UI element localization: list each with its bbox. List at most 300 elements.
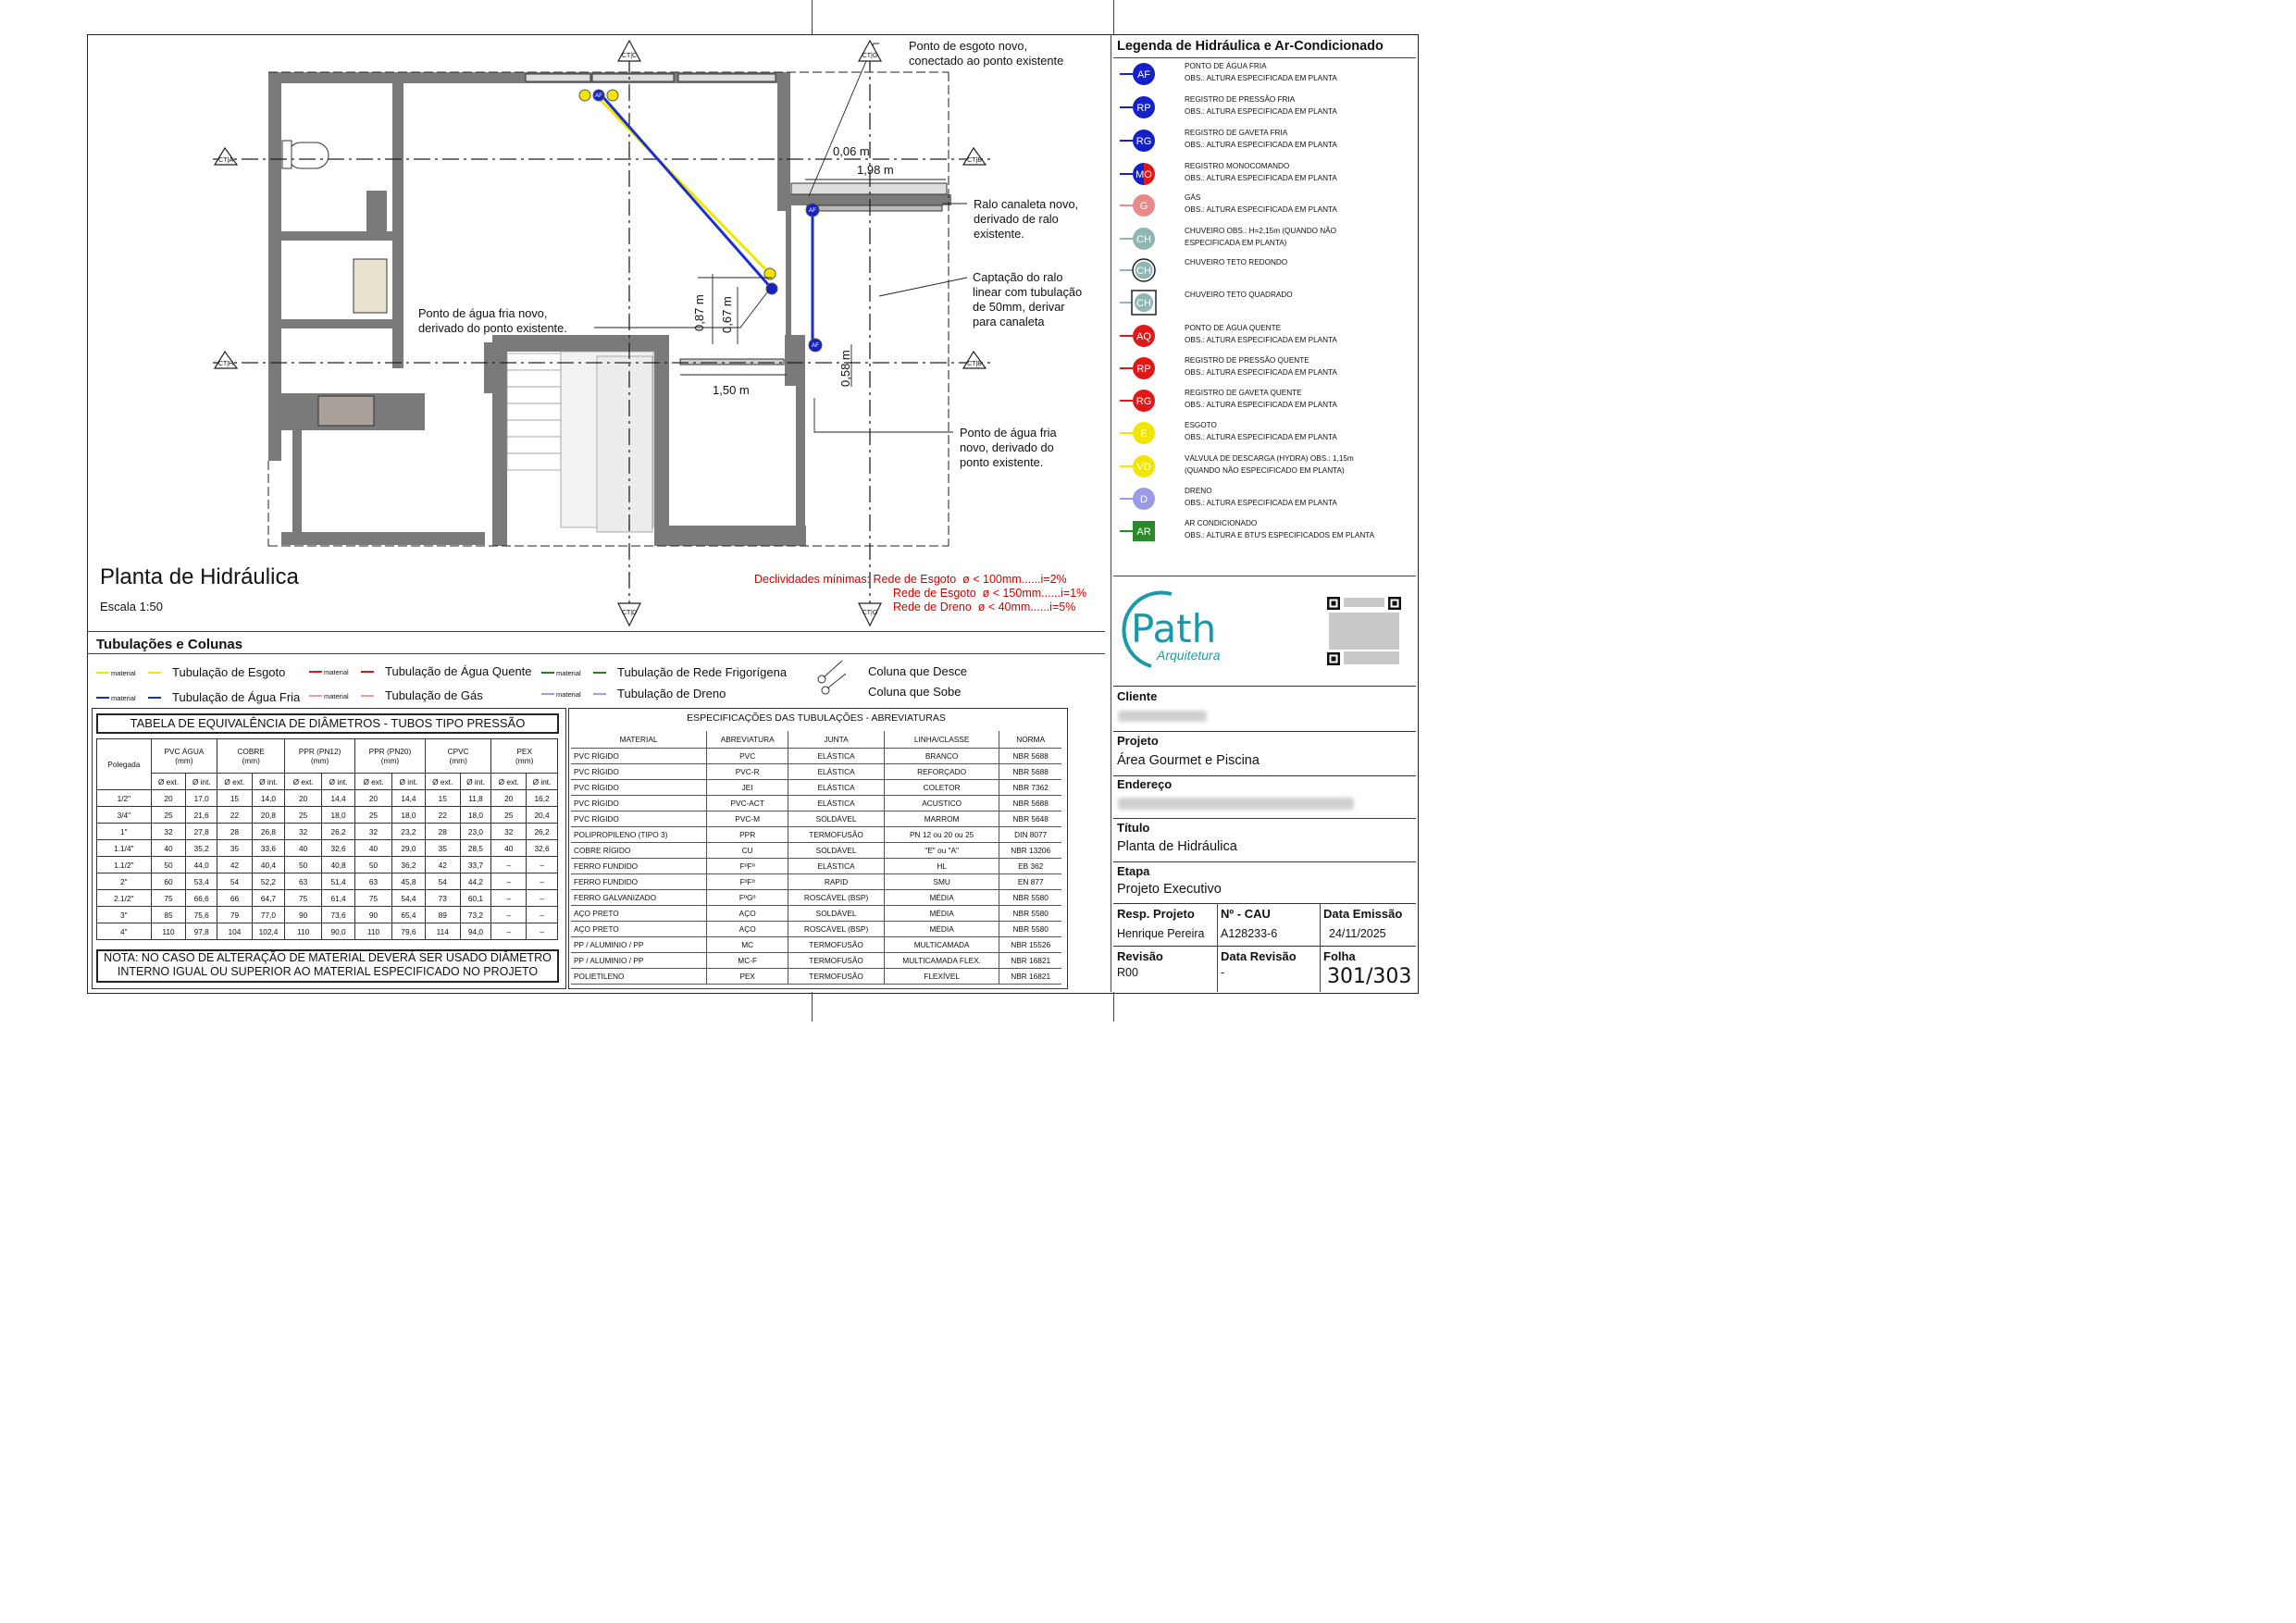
legend-text: CHUVEIRO TETO QUADRADO [1185,291,1293,299]
table-cell: 28 [425,824,460,840]
table-cell: 114 [425,923,460,940]
legend-symbol-icon [1120,128,1160,154]
projeto-value: Área Gourmet e Piscina [1117,753,1260,768]
table-cell: 2.1/2" [97,890,152,907]
table-row [97,873,558,890]
dim-067: 0,67 m [720,296,734,333]
table-row [97,807,558,824]
table-cell: 26,8 [252,824,284,840]
table-cell: 25 [285,807,322,824]
table-cell: MÉDIA [884,906,999,922]
table-cell: 60 [151,873,186,890]
table-cell: POLIPROPILENO (TIPO 3) [571,827,707,843]
table-cell: NBR 16821 [999,969,1061,985]
table-cell: 4" [97,923,152,940]
table-cell: FºGº [707,890,788,906]
pipe-swatch [541,672,554,674]
table-cell: AÇO [707,906,788,922]
legend-symbol-icon [1120,453,1160,479]
legend-symbol-icon [1120,61,1160,87]
table-cell: NBR 13206 [999,843,1061,859]
table-cell: FERRO GALVANIZADO [571,890,707,906]
cau-label: Nº - CAU [1221,907,1271,921]
diam-group-header: COBRE (mm) [217,739,285,774]
table-cell: 40 [151,840,186,857]
cliente-redacted [1118,711,1207,722]
table-cell: NBR 5580 [999,906,1061,922]
emissao-label: Data Emissão [1323,907,1403,921]
table-cell: SOLDÁVEL [788,906,885,922]
pipe-swatch [96,697,109,699]
table-cell: 15 [217,790,253,807]
note-agua-fria-2: Ponto de água fria novo, derivado do ponto existente. [960,426,1057,469]
note-esgoto: Ponto de esgoto novo, conectado ao ponto existente [909,39,1064,68]
table-cell: TERMOFUSÃO [788,827,885,843]
table-cell: JEI [707,780,788,796]
legend-row [1120,192,1414,220]
table-cell: 40,4 [252,857,284,873]
data-revisao-value: - [1221,966,1225,979]
table-cell: 73,6 [322,907,355,923]
legend-row [1120,61,1414,89]
section-divider [87,631,1105,632]
diam-ext-header: Ø ext. [355,774,392,790]
table-cell: 23,2 [391,824,425,840]
legend-symbol-icon [1120,355,1160,381]
table-cell: POLIETILENO [571,969,707,985]
table-cell: 97,8 [186,923,217,940]
table-cell: 29,0 [391,840,425,857]
legend-symbol-code: AF [1136,69,1151,81]
table-cell: 33,7 [460,857,491,873]
projeto-label: Projeto [1117,734,1159,748]
pipe-label: Tubulação de Gás [385,688,483,702]
diam-ext-header: Ø ext. [491,774,527,790]
diam-int-header: Ø int. [186,774,217,790]
table-cell: FLEXÍVEL [884,969,999,985]
legend-text: REGISTRO MONOCOMANDO OBS.: ALTURA ESPECIFICADA EM PLANTA [1185,162,1337,182]
tb-line [1113,861,1416,862]
table-cell: 1.1/2" [97,857,152,873]
table-cell: FERRO FUNDIDO [571,859,707,874]
table-cell: MÉDIA [884,890,999,906]
pipe-swatch [309,695,322,697]
table-cell: – [527,857,558,873]
table-row [571,969,1061,985]
table-cell: MC [707,937,788,953]
legend-symbol-icon [1120,518,1160,544]
legend-title: Legenda de Hidráulica e Ar-Condicionado [1117,39,1384,54]
diam-int-header: Ø int. [460,774,491,790]
table-cell: 54 [425,873,460,890]
pipe-label: Tubulação de Água Fria [172,690,301,704]
table-row [571,874,1061,890]
table-cell: 54,4 [391,890,425,907]
legend-row [1120,128,1414,155]
table-cell: FºFº [707,859,788,874]
table-cell: 40 [491,840,527,857]
sheet-fold-line [812,0,813,34]
table-cell: 20 [151,790,186,807]
cau-value: A128233-6 [1221,927,1278,940]
legend-row [1120,226,1414,254]
table-row [571,953,1061,969]
table-row [571,843,1061,859]
endereco-redacted [1118,798,1354,810]
qr-code [1325,594,1403,668]
table-row [97,923,558,940]
table-cell: 45,8 [391,873,425,890]
dim-006: 0,06 m [833,144,870,158]
table-cell: 20 [355,790,392,807]
diam-ext-header: Ø ext. [151,774,186,790]
table-cell: PVC-ACT [707,796,788,812]
table-cell: 15 [425,790,460,807]
spec-header: NORMA [999,731,1061,749]
legend-symbol-icon [1120,420,1160,446]
table-cell: FERRO FUNDIDO [571,874,707,890]
pipe-swatch [96,672,109,674]
tb-vline [1320,903,1321,992]
pipe-material-label: material [556,690,581,699]
table-cell: 35,2 [186,840,217,857]
pipe-swatch [361,671,374,673]
table-row [571,796,1061,812]
legend-text: CHUVEIRO OBS.: H=2,15m (QUANDO NÃO ESPECIFICADA EM PLANTA) [1185,227,1337,247]
table-cell: TERMOFUSÃO [788,969,885,985]
table-cell: ELÁSTICA [788,780,885,796]
table-cell: 75 [285,890,322,907]
pipes-title: Tubulações e Colunas [96,637,243,652]
tb-line [1113,731,1416,732]
diam-group-header: CPVC (mm) [425,739,490,774]
legend-symbol-code: E [1140,428,1148,440]
table-cell: NBR 5648 [999,812,1061,827]
table-cell: 27,8 [186,824,217,840]
table-cell: COLETOR [884,780,999,796]
legend-row [1120,388,1414,415]
table-cell: 61,4 [322,890,355,907]
pipe-swatch [309,671,322,673]
logo-subtext: Arquitetura [1157,648,1221,663]
table-cell: ROSCÁVEL (BSP) [788,890,885,906]
revisao-label: Revisão [1117,949,1163,963]
table-cell: 25 [151,807,186,824]
table-cell: 104 [217,923,253,940]
table-cell: ACUSTICO [884,796,999,812]
legend-symbol-code: VD [1136,462,1151,473]
diam-int-header: Ø int. [322,774,355,790]
cliente-label: Cliente [1117,689,1158,703]
legend-row [1120,518,1414,546]
logo-text: Path [1131,606,1217,651]
table-row [571,859,1061,874]
pipe-swatch [593,693,606,695]
table-cell: MULTICAMADA [884,937,999,953]
table-cell: 28,5 [460,840,491,857]
tb-line [1113,686,1416,687]
table-cell: – [527,907,558,923]
table-row [571,780,1061,796]
table-cell: PVC-M [707,812,788,827]
table-cell: 18,0 [391,807,425,824]
diam-ext-header: Ø ext. [425,774,460,790]
table-cell: 79 [217,907,253,923]
diam-group-header: PPR (PN20) (mm) [355,739,426,774]
pipe-swatch [541,693,554,695]
table-cell: 32 [355,824,392,840]
titulo-label: Título [1117,821,1150,835]
dim-150: 1,50 m [713,383,750,397]
endereco-label: Endereço [1117,777,1173,791]
table-cell: MC-F [707,953,788,969]
table-cell: 25 [355,807,392,824]
table-cell: NBR 5580 [999,922,1061,937]
table-cell: 73 [425,890,460,907]
legend-row [1120,453,1414,481]
table-cell: – [527,890,558,907]
legend-row [1120,355,1414,383]
revisao-value: R00 [1117,966,1138,979]
table-cell: 33,6 [252,840,284,857]
tb-vline [1217,903,1218,992]
table-cell: 2" [97,873,152,890]
table-row [97,790,558,807]
table-row [97,824,558,840]
pipe-material-label: material [556,669,581,677]
table-cell: PVC RÍGIDO [571,796,707,812]
table-cell: TERMOFUSÃO [788,937,885,953]
table-cell: 23,0 [460,824,491,840]
cut-mark-label: CT|H [217,361,234,367]
table-cell: – [527,873,558,890]
table-row [571,890,1061,906]
diam-group-header: PEX (mm) [491,739,558,774]
table-cell: 21,6 [186,807,217,824]
table-cell: PVC [707,749,788,764]
col-polegada: Polegada [97,739,152,790]
pipe-material-label: material [324,692,349,700]
data-revisao-label: Data Revisão [1221,949,1297,963]
table-cell: 42 [425,857,460,873]
table-cell: HL [884,859,999,874]
table-cell: NBR 5688 [999,796,1061,812]
table-cell: 20 [491,790,527,807]
af-point-label: AF [811,342,820,349]
table-cell: ELÁSTICA [788,796,885,812]
table-cell: NBR 5580 [999,890,1061,906]
table-cell: PPR [707,827,788,843]
legend-symbol-code: RG [1136,396,1152,407]
coluna-icon [814,659,851,696]
table-cell: 1.1/4" [97,840,152,857]
table-cell: DIN 8077 [999,827,1061,843]
table-cell: PEX [707,969,788,985]
diam-group-header: PPR (PN12) (mm) [285,739,355,774]
cut-mark-label: CT|G [862,53,878,59]
table-cell: 50 [285,857,322,873]
table-cell: 89 [425,907,460,923]
legend-row [1120,420,1414,448]
table-cell: 77,0 [252,907,284,923]
table-row [571,922,1061,937]
table-cell: 63 [355,873,392,890]
table-cell: FºFº [707,874,788,890]
cut-mark-label: CT|C [621,53,638,59]
diam-table-note: NOTA: NO CASO DE ALTERAÇÃO DE MATERIAL DEVERÁ SER USADO DIÂMETRO INTERNO IGUAL OU SUPERIOR AO MATERIAL ESPECIFICADO NO PROJETO [96,949,559,983]
table-cell: 66 [217,890,253,907]
table-cell: AÇO PRETO [571,922,707,937]
etapa-label: Etapa [1117,864,1150,878]
table-cell: 20 [285,790,322,807]
table-cell: PN 12 ou 20 ou 25 [884,827,999,843]
diam-table-title: TABELA DE EQUIVALÊNCIA DE DIÂMETROS - TUBOS TIPO PRESSÃO [96,713,559,734]
table-cell: AÇO [707,922,788,937]
table-cell: PP / ALUMINIO / PP [571,953,707,969]
table-cell: PVC-R [707,764,788,780]
tb-line [1113,818,1416,819]
table-cell: 11,8 [460,790,491,807]
legend-title-underline [1113,57,1416,58]
declividade-line-1: Declividades mínimas: Rede de Esgoto ø < 100mm......i=2% [754,573,1067,586]
table-cell: NBR 7362 [999,780,1061,796]
legend-symbol-icon [1120,192,1160,218]
table-cell: 65,4 [391,907,425,923]
table-cell: 25 [491,807,527,824]
table-cell: 32,6 [527,840,558,857]
sheet-fold-line [1113,0,1114,34]
legend-text: ESGOTO OBS.: ALTURA ESPECIFICADA EM PLANTA [1185,421,1337,441]
note-captacao: Captação do ralo linear com tubulação de 50mm, derivar para canaleta [973,270,1083,328]
table-cell: PVC RÍGIDO [571,780,707,796]
table-cell: ROSCÁVEL (BSP) [788,922,885,937]
table-cell: 35 [425,840,460,857]
tb-line [1113,903,1416,904]
table-cell: ELÁSTICA [788,749,885,764]
table-cell: PP / ALUMINIO / PP [571,937,707,953]
table-row [571,827,1061,843]
declividade-line-2: Rede de Esgoto ø < 150mm......i=1% [893,587,1087,600]
legend-symbol-code: MO [1136,169,1152,180]
diam-int-header: Ø int. [527,774,558,790]
table-cell: 75,6 [186,907,217,923]
diam-int-header: Ø int. [252,774,284,790]
table-cell: 110 [151,923,186,940]
legend-symbol-icon [1120,486,1160,512]
table-cell: ELÁSTICA [788,764,885,780]
pipe-label: Tubulação de Esgoto [172,665,286,679]
pipe-swatch [148,672,161,674]
table-cell: SMU [884,874,999,890]
plan-scale: Escala 1:50 [100,600,163,613]
table-cell: 17,0 [186,790,217,807]
table-cell: – [491,890,527,907]
table-cell: EN 877 [999,874,1061,890]
cut-mark-label: CT|G [862,610,878,616]
table-cell: 32,6 [322,840,355,857]
legend-row [1120,161,1414,189]
legend-symbol-icon [1120,323,1160,349]
legend-text: REGISTRO DE PRESSÃO QUENTE OBS.: ALTURA ESPECIFICADA EM PLANTA [1185,356,1337,377]
table-cell: NBR 16821 [999,953,1061,969]
table-cell: PVC RÍGIDO [571,749,707,764]
table-cell: PVC RÍGIDO [571,764,707,780]
table-cell: 75 [355,890,392,907]
table-cell: 26,2 [527,824,558,840]
table-cell: 20,8 [252,807,284,824]
diam-group-header: PVC ÁGUA (mm) [151,739,217,774]
legend-row [1120,486,1414,514]
table-cell: 79,6 [391,923,425,940]
table-cell: 90 [285,907,322,923]
dim-198: 1,98 m [857,163,894,177]
table-cell: PVC RÍGIDO [571,812,707,827]
legend-symbol-code: RP [1136,364,1151,375]
spec-header: ABREVIATURA [707,731,788,749]
table-cell: BRANCO [884,749,999,764]
table-cell: 53,4 [186,873,217,890]
spec-table [571,731,1061,985]
legend-text: PONTO DE ÁGUA FRIA OBS.: ALTURA ESPECIFICADA EM PLANTA [1185,62,1337,82]
table-cell: ELÁSTICA [788,859,885,874]
declividade-line-3: Rede de Dreno ø < 40mm......i=5% [893,601,1076,613]
af-point-label: AF [808,207,817,214]
table-row [571,764,1061,780]
plan-title: Planta de Hidráulica [100,564,299,589]
pipe-material-label: material [111,669,136,677]
emissao-value: 24/11/2025 [1329,927,1386,940]
tb-line [1113,946,1416,947]
table-cell: REFORÇADO [884,764,999,780]
pipe-swatch [148,697,161,699]
table-row [97,890,558,907]
table-cell: 16,2 [527,790,558,807]
pipe-material-label: material [111,694,136,702]
folha-value: 301/303 [1327,965,1412,988]
table-cell: MÉDIA [884,922,999,937]
table-cell: 52,2 [252,873,284,890]
pipe-label: Tubulação de Rede Frigorígena [617,665,788,679]
legend-row [1120,290,1414,317]
dim-087: 0,87 m [692,294,706,331]
diam-table [96,738,558,940]
legend-symbol-code: CH [1136,266,1151,277]
table-row [571,812,1061,827]
sheet-fold-line [1113,992,1114,1022]
table-cell: 110 [285,923,322,940]
table-cell: – [491,923,527,940]
table-cell: 26,2 [322,824,355,840]
legend-text: GÁS OBS.: ALTURA ESPECIFICADA EM PLANTA [1185,193,1337,214]
legend-symbol-code: RG [1136,136,1152,147]
table-cell: RAPID [788,874,885,890]
table-cell: 18,0 [322,807,355,824]
table-cell: COBRE RÍGIDO [571,843,707,859]
table-cell: 73,2 [460,907,491,923]
coluna-desce-label: Coluna que Desce [868,664,967,678]
table-cell: 44,2 [460,873,491,890]
table-row [571,906,1061,922]
table-cell: – [491,873,527,890]
table-cell: NBR 15526 [999,937,1061,953]
table-cell: 44,0 [186,857,217,873]
legend-row [1120,94,1414,122]
table-cell: 14,4 [391,790,425,807]
legend-symbol-icon [1120,290,1160,316]
table-cell: 90 [355,907,392,923]
table-cell: CU [707,843,788,859]
table-cell: – [527,923,558,940]
